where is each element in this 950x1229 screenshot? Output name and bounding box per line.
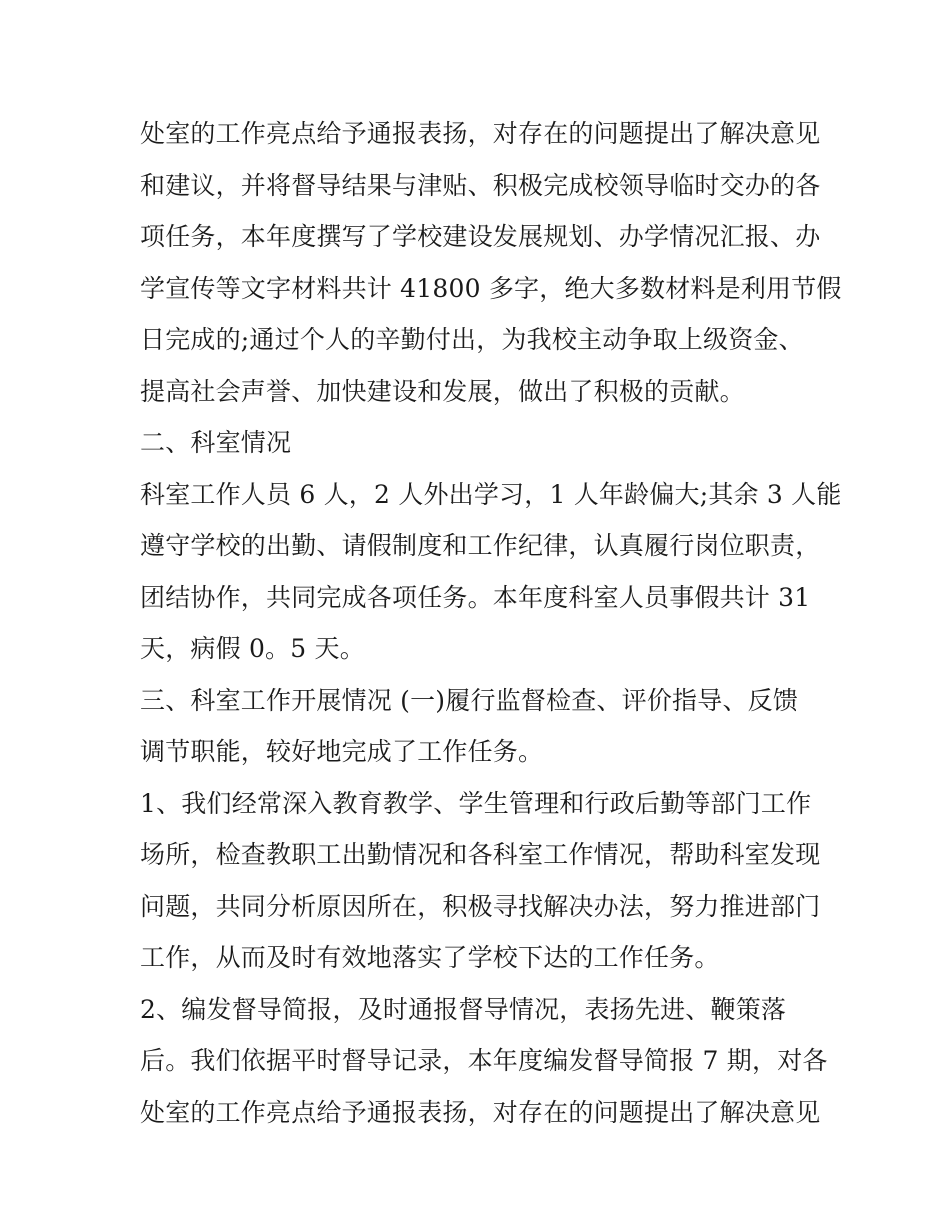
text-line: 科室工作人员 6 人，2 人外出学习，1 人年龄偏大;其余 3 人能 bbox=[140, 479, 842, 509]
list-item: 2、编发督导简报，及时通报督导情况，表扬先进、鞭策落 bbox=[140, 994, 787, 1024]
text-line: 天，病假 0。5 天。 bbox=[140, 634, 365, 663]
section-heading: 三、科室工作开展情况 (一)履行监督检查、评价指导、反馈 bbox=[140, 685, 799, 715]
section-heading: 二、科室情况 bbox=[140, 428, 292, 457]
text-line: 遵守学校的出勤、请假制度和工作纪律，认真履行岗位职责， bbox=[140, 531, 821, 560]
text-line: 场所，检查教职工出勤情况和各科室工作情况，帮助科室发现 bbox=[140, 840, 821, 869]
text-line: 项任务，本年度撰写了学校建设发展规划、办学情况汇报、办 bbox=[140, 222, 821, 251]
text-line: 调节职能，较好地完成了工作任务。 bbox=[140, 737, 544, 766]
text-line: 处室的工作亮点给予通报表扬，对存在的问题提出了解决意见 bbox=[140, 1097, 821, 1127]
text-line: 和建议，并将督导结果与津贴、积极完成校领导临时交办的各 bbox=[140, 170, 821, 200]
text-line: 处室的工作亮点给予通报表扬，对存在的问题提出了解决意见 bbox=[140, 119, 821, 148]
text-line: 问题，共同分析原因所在，积极寻找解决办法，努力推进部门 bbox=[140, 891, 821, 921]
text-line: 团结协作，共同完成各项任务。本年度科室人员事假共计 31 bbox=[140, 582, 811, 612]
document-body bbox=[140, 108, 842, 1138]
text-line: 提高社会声誉、加快建设和发展，做出了积极的贡献。 bbox=[140, 376, 745, 406]
text-line: 工作，从而及时有效地落实了学校下达的工作任务。 bbox=[140, 943, 720, 972]
text-line: 学宣传等文字材料共计 41800 多字，绝大多数材料是利用节假 bbox=[140, 273, 842, 303]
text-line: 日完成的;通过个人的辛勤付出，为我校主动争取上级资金、 bbox=[140, 325, 804, 354]
text-line: 后。我们依据平时督导记录，本年度编发督导简报 7 期，对各 bbox=[140, 1046, 828, 1075]
list-item: 1、我们经常深入教育教学、学生管理和行政后勤等部门工作 bbox=[140, 788, 812, 818]
